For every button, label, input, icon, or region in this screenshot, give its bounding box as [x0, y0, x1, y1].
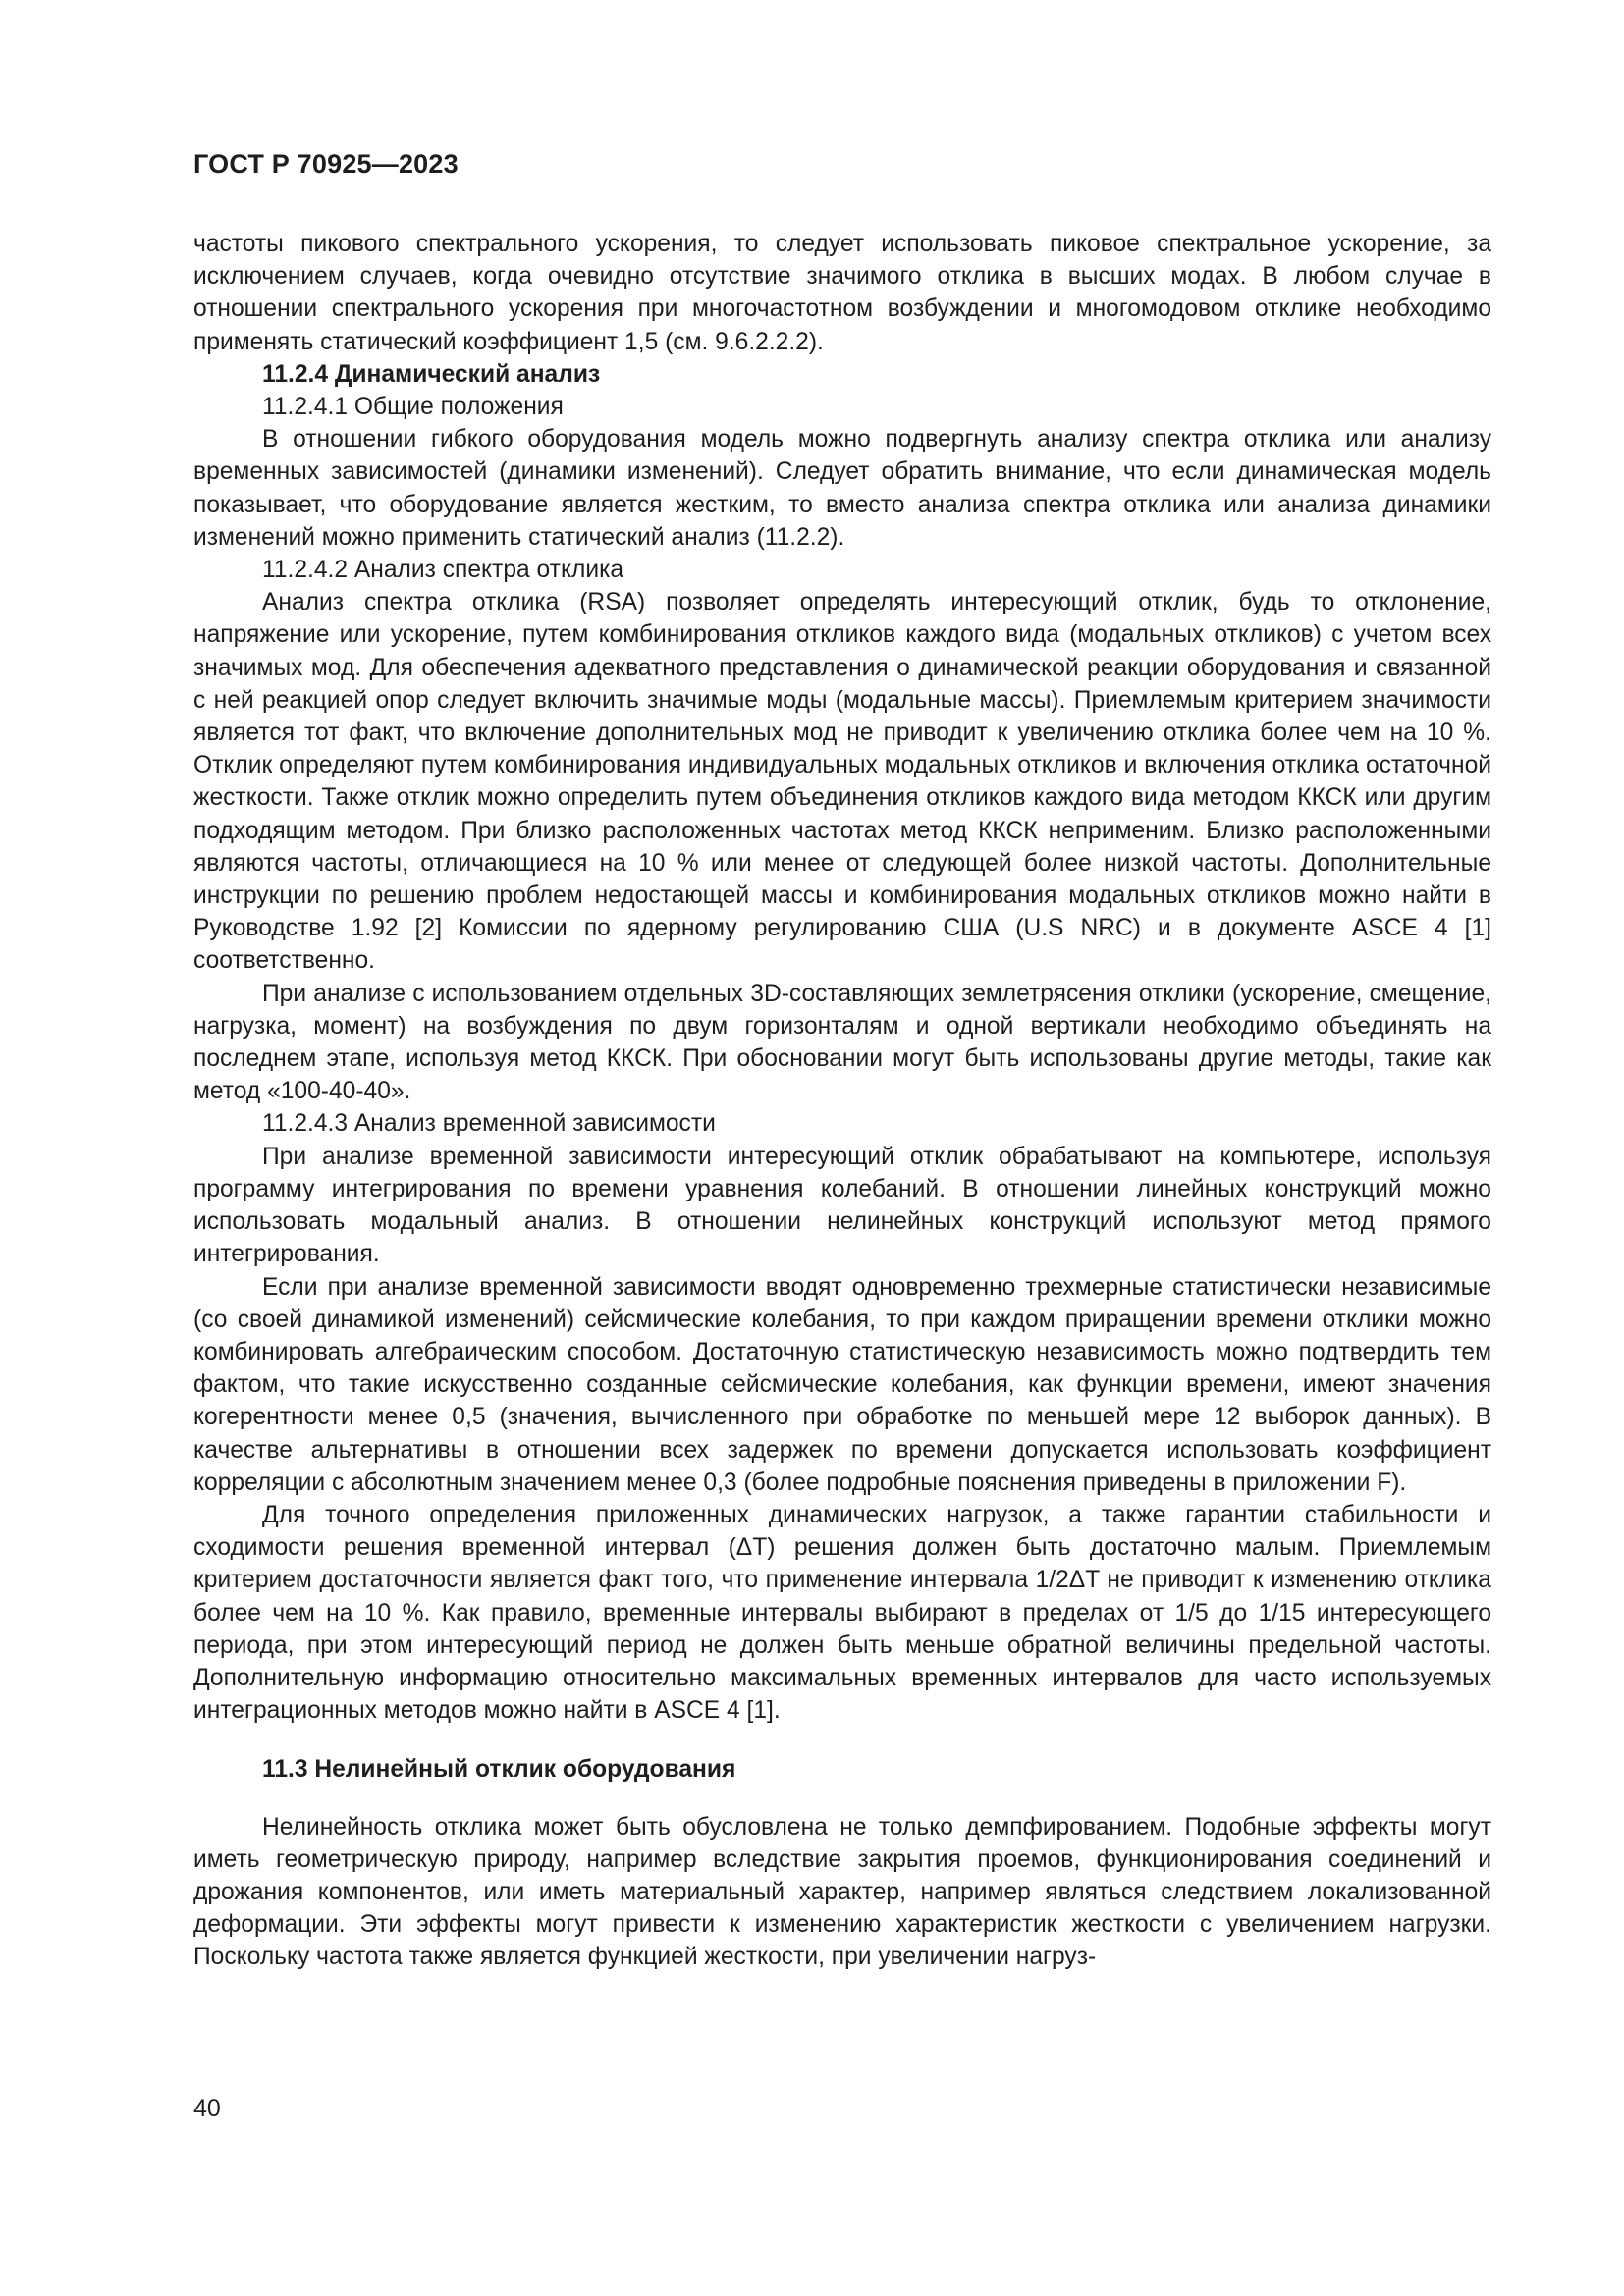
section-heading-11-3: 11.3 Нелинейный отклик оборудования	[262, 1756, 736, 1784]
subsection-heading-11-2-4-3: 11.2.4.3 Анализ временной зависимости	[262, 1110, 716, 1138]
paragraph-nonlinearity: Нелинейность отклика может быть обусловлена не только демпфированием. Подобные эффекты могут иметь геометрическую природу, например вследствие закрытия проемов, функционирования соединений и дрожания компонентов, или иметь материальный характер, например являться следствием локализованной деформации. Эти эффекты могут привести к изменению характеристик жесткости с увеличением нагрузки. Поскольку частота также является функцией жесткости, при увеличении нагруз-	[193, 1813, 1491, 1971]
section-heading-11-2-4: 11.2.4 Динамический анализ	[262, 360, 601, 388]
page-number: 40	[193, 2095, 221, 2122]
document-header: ГОСТ Р 70925—2023	[193, 149, 459, 179]
subsection-heading-11-2-4-2: 11.2.4.2 Анализ спектра отклика	[262, 557, 624, 584]
paragraph-flexible-equipment: В отношении гибкого оборудования модель можно подвергнуть анализу спектра отклика или анализу временных зависимостей (динамики изменений). Следует обратить внимание, что если динамическая модель показывает, что оборудование является жестким, то вместо анализа спектра отклика или анализа динамики изменений можно применить статический анализ (11.2.2).	[193, 426, 1491, 551]
paragraph-time-step: Для точного определения приложенных динамических нагрузок, а также гарантии стабильности и сходимости решения временной интервал (ΔT) решения должен быть достаточно малым. Приемлемым критерием достаточности является факт того, что применение интервала 1/2ΔT не приводит к изменению отклика более чем на 10 %. Как правило, временные интервалы выбирают в пределах от 1/5 до 1/15 интересующего периода, при этом интересующий период не должен быть меньше обратной величины предельной частоты. Дополнительную информацию относительно максимальных временных интервалов для часто используемых интеграционных методов можно найти в ASCE 4 [1].	[193, 1501, 1491, 1725]
paragraph-3d-components: При анализе с использованием отдельных 3D-составляющих землетрясения отклики (ускорение, смещение, нагрузка, момент) на возбуждения по двум горизонталям и одной вертикали необходимо объединять на последнем этапе, используя метод ККСК. При обосновании могут быть использованы другие методы, такие как метод «100-40-40».	[193, 980, 1491, 1105]
subsection-heading-11-2-4-1: 11.2.4.1 Общие положения	[262, 394, 564, 421]
paragraph-statistical-independence: Если при анализе временной зависимости вводят одновременно трехмерные статистически независимые (со своей динамикой изменений) сейсмические колебания, то при каждом приращении времени отклики можно комбинировать алгебраическим способом. Достаточную статистическую независимость можно подтвердить тем фактом, что такие искусственно созданные сейсмические колебания, как функции времени, имеют значения когерентности менее 0,5 (значения, вычисленного при обработке по меньшей мере 12 выборок данных). В качестве альтернативы в отношении всех задержек по времени допускается использовать коэффициент корреляции с абсолютным значением менее 0,3 (более подробные пояснения приведены в приложении F).	[193, 1273, 1491, 1496]
document-body	[193, 228, 1491, 1974]
paragraph-continuation: частоты пикового спектрального ускорения, то следует использовать пиковое спектральное ускорение, за исключением случаев, когда очевидно отсутствие значимого отклика в высших модах. В любом случае в отношении спектрального ускорения при многочастотном возбуждении и многомодовом отклике необходимо применять статический коэффициент 1,5 (см. 9.6.2.2.2).	[193, 231, 1491, 355]
paragraph-time-history: При анализе временной зависимости интересующий отклик обрабатывают на компьютере, используя программу интегрирования по времени уравнения колебаний. В отношении линейных конструкций можно использовать модальный анализ. В отношении нелинейных конструкций используют метод прямого интегрирования.	[193, 1143, 1491, 1268]
paragraph-rsa: Анализ спектра отклика (RSA) позволяет определять интересующий отклик, будь то отклонение, напряжение или ускорение, путем комбинирования откликов каждого вида (модальных откликов) с учетом всех значимых мод. Для обеспечения адекватного представления о динамической реакции оборудования и связанной с ней реакцией опор следует включить значимые моды (модальные массы). Приемлемым критерием значимости является тот факт, что включение дополнительных мод не приводит к увеличению отклика более чем на 10 %. Отклик определяют путем комбинирования индивидуальных модальных откликов и включения отклика остаточной жесткости. Также отклик можно определить путем объединения откликов каждого вида методом ККСК или другим подходящим методом. При близко расположенных частотах метод ККСК неприменим. Близко расположенными являются частоты, отличающиеся на 10 % или менее от следующей более низкой частоты. Дополнительные инструкции по решению проблем недостающей массы и комбинирования модальных откликов можно найти в Руководстве 1.92 [2] Комиссии по ядерному регулированию США (U.S NRC) и в документе ASCE 4 [1] соответственно.	[193, 589, 1491, 975]
